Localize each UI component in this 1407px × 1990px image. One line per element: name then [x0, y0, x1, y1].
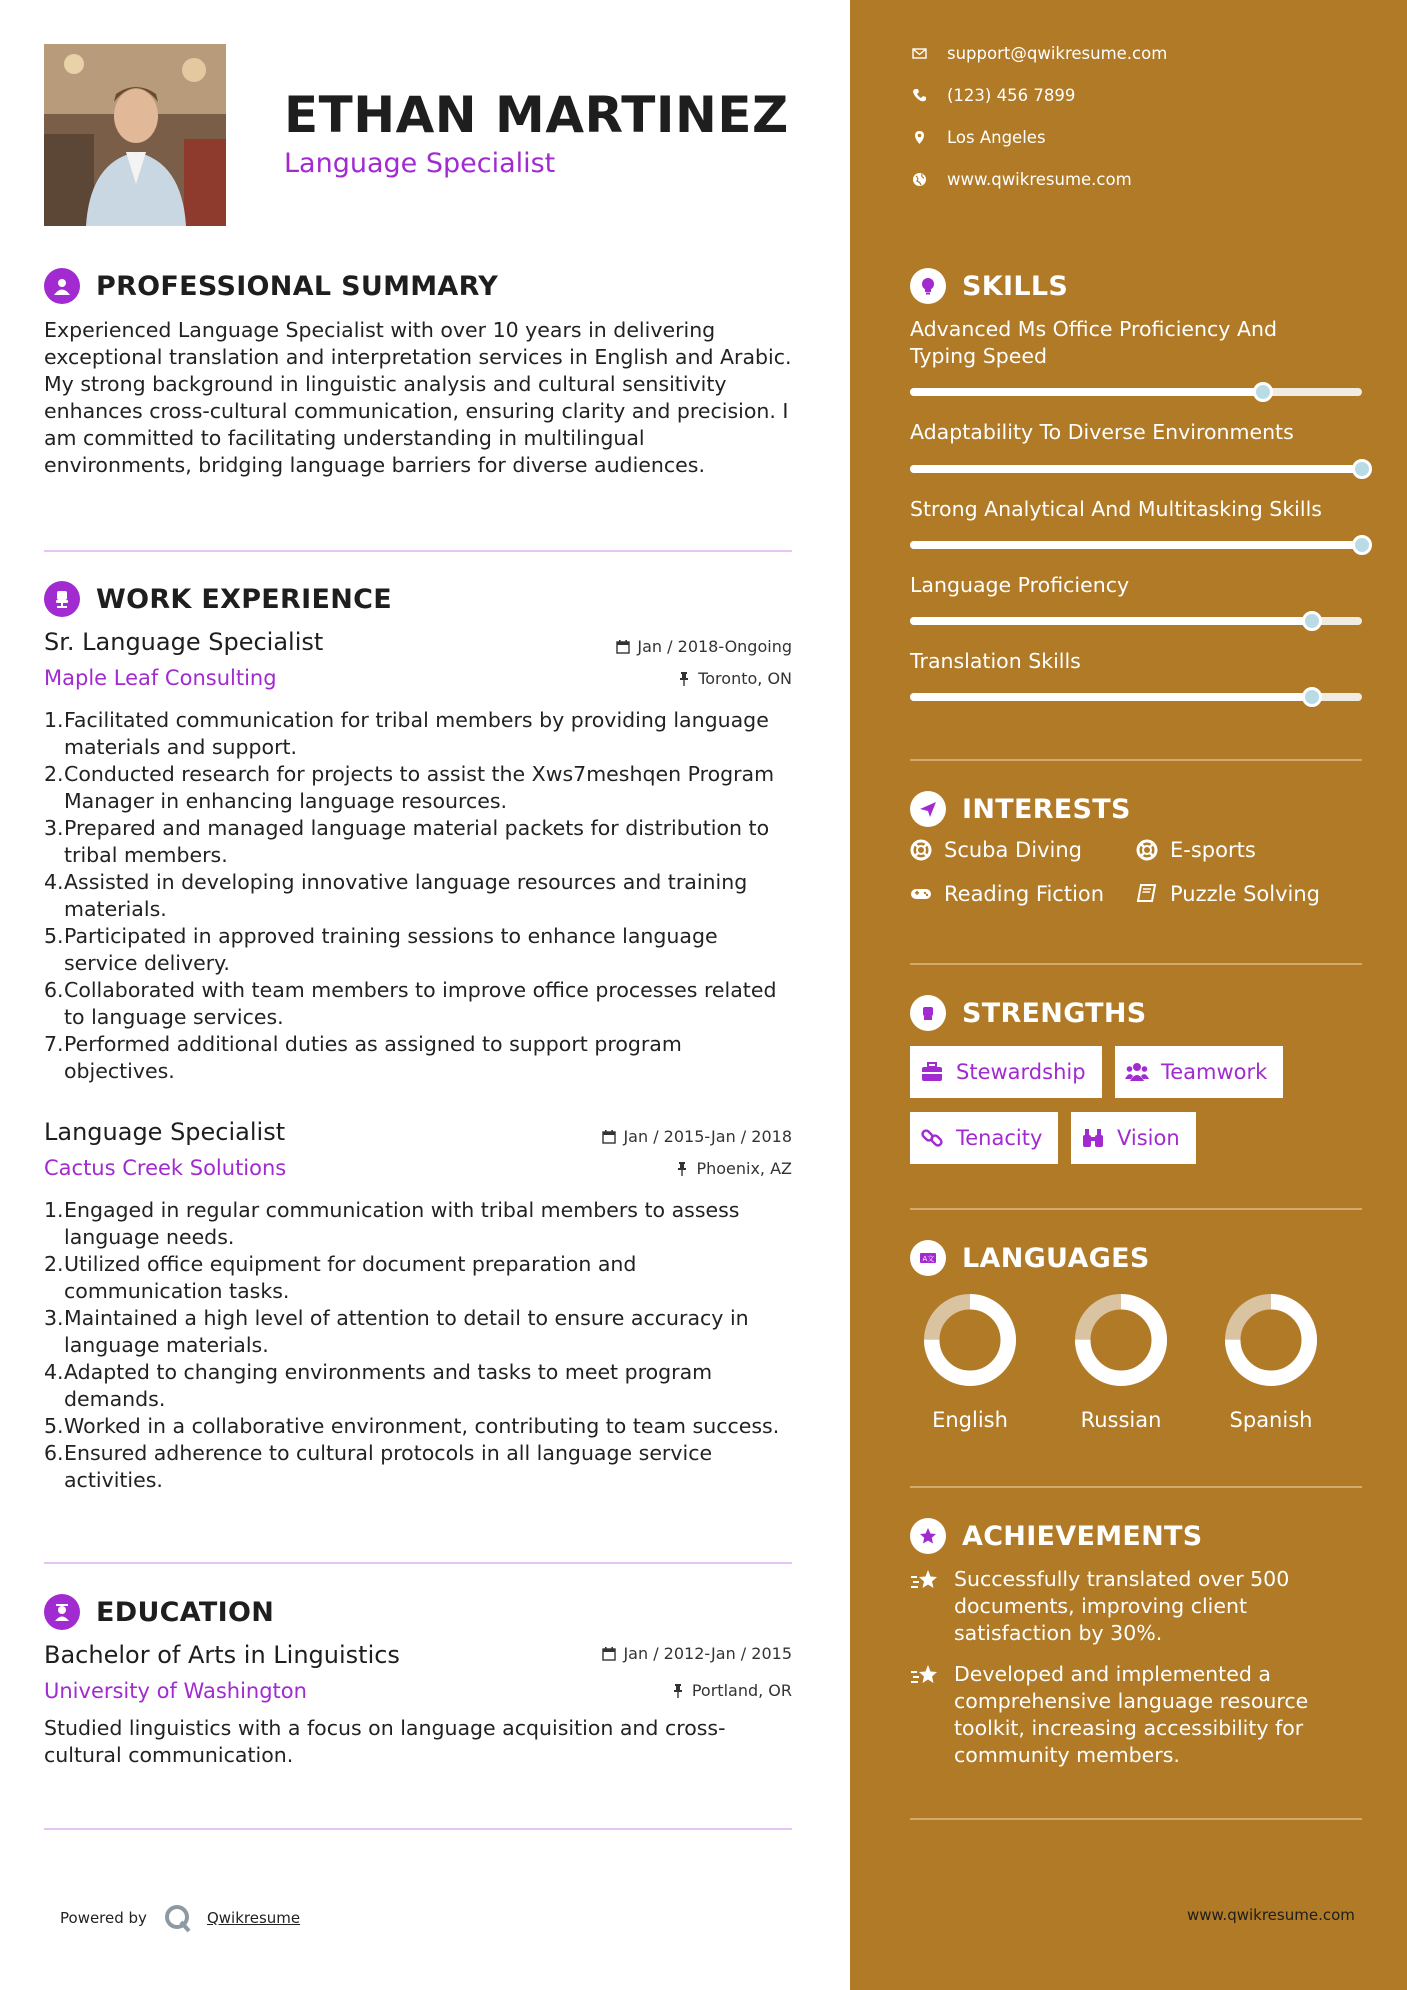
life-ring-icon: [1136, 839, 1158, 861]
education-text: Studied linguistics with a focus on language acquisition and cross-cultural communication.: [44, 1716, 726, 1767]
summary-text: Experienced Language Specialist with over 10 years in delivering exceptional translation and interpretation services in English and Arabic. My strong background in linguistic analysis and cultural sensitivity enhances cross-cultural communication, ensuring clarity and precision. I am committed to facilitating understanding in multilingual environments, bridging language barriers for diverse audiences.: [44, 318, 792, 477]
globe-icon: [912, 172, 927, 187]
skill-bar: [910, 388, 1362, 396]
pin-icon: [671, 1684, 685, 1698]
interest-label: Scuba Diving: [944, 838, 1082, 862]
skill-bar: [910, 541, 1362, 549]
job-title: Sr. Language Specialist: [44, 628, 324, 656]
list-item: Worked in a collaborative environment, contributing to team success.: [64, 1414, 780, 1438]
job-location-text: Phoenix, AZ: [696, 1159, 792, 1178]
languages-title: LANGUAGES: [962, 1242, 1150, 1274]
users-icon: [1125, 1060, 1149, 1084]
calendar-icon: [616, 640, 630, 654]
footer-website[interactable]: www.qwikresume.com: [1187, 1906, 1355, 1924]
education-location-text: Portland, OR: [691, 1681, 792, 1700]
language-name: Spanish: [1229, 1408, 1313, 1432]
skill-bar-fill: [910, 465, 1362, 473]
list-item: Prepared and managed language material packets for distribution to tribal members.: [64, 816, 770, 867]
strength-label: Stewardship: [956, 1060, 1086, 1084]
skill-bar-fill: [910, 693, 1312, 701]
shooting-star-icon: [910, 1568, 940, 1594]
company-name: Maple Leaf Consulting: [44, 666, 277, 690]
calendar-icon: [602, 1130, 616, 1144]
list-item: Collaborated with team members to improve office processes related to language services.: [64, 978, 777, 1029]
shooting-star-icon: [910, 1663, 940, 1689]
interest-item: [1136, 838, 1256, 862]
skill-label: Advanced Ms Office Proficiency And Typing Speed: [910, 317, 1277, 368]
skill-bar: [910, 465, 1362, 473]
list-item: Conducted research for projects to assist the Xws7meshqen Program Manager in enhancing language resources.: [64, 762, 775, 813]
section-divider: [44, 1562, 792, 1564]
pin-icon: [675, 1162, 689, 1176]
strengths-header: [910, 995, 1147, 1031]
language-item: [900, 1292, 1040, 1432]
skill-label: Strong Analytical And Multitasking Skills: [910, 497, 1322, 521]
svg-text:A文: A文: [922, 1255, 935, 1263]
job-location: [677, 669, 792, 688]
summary-header: [44, 268, 498, 304]
graduate-icon: [44, 1594, 80, 1630]
list-item: Adapted to changing environments and tasks to meet program demands.: [64, 1360, 713, 1411]
school-name: University of Washington: [44, 1679, 307, 1703]
contact-website-text: www.qwikresume.com: [947, 170, 1132, 189]
languages-header: [910, 1240, 1150, 1276]
pin-icon: [677, 672, 691, 686]
interests-header: [910, 791, 1131, 827]
education-dates-text: Jan / 2012-Jan / 2015: [623, 1644, 792, 1663]
skill-label: Translation Skills: [910, 649, 1081, 673]
section-divider: [44, 1828, 792, 1830]
achievement-item: [910, 1566, 1350, 1647]
powered-by-label: Powered by: [60, 1909, 147, 1927]
book-icon: [1136, 883, 1158, 905]
list-item: Engaged in regular communication with tribal members to assess language needs.: [64, 1198, 740, 1249]
language-item: [1201, 1292, 1341, 1432]
strength-tag: [910, 1112, 1058, 1164]
degree-title: Bachelor of Arts in Linguistics: [44, 1641, 400, 1669]
link-icon: [920, 1126, 944, 1150]
calendar-icon: [602, 1647, 616, 1661]
job-location-text: Toronto, ON: [698, 669, 792, 688]
language-icon: [910, 1240, 946, 1276]
education-header: [44, 1594, 274, 1630]
summary-title: PROFESSIONAL SUMMARY: [96, 270, 499, 302]
section-divider: [910, 1486, 1362, 1488]
user-icon: [44, 268, 80, 304]
contact-location-text: Los Angeles: [947, 128, 1046, 147]
skill-label: Adaptability To Diverse Environments: [910, 420, 1294, 444]
language-item: [1051, 1292, 1191, 1432]
strength-label: Tenacity: [956, 1126, 1043, 1150]
list-item: Participated in approved training sessions to enhance language service delivery.: [64, 924, 718, 975]
language-ring: [1073, 1292, 1169, 1388]
gamepad-icon: [910, 883, 932, 905]
skill-bar-knob: [1352, 459, 1372, 479]
skill-bar-knob: [1253, 382, 1273, 402]
job-title: Language Specialist: [44, 1118, 286, 1146]
job-dates: [616, 637, 792, 656]
contact-website: [912, 170, 1132, 189]
envelope-icon: [912, 46, 927, 61]
skill-bar-fill: [910, 617, 1312, 625]
skills-header: [910, 268, 1068, 304]
map-marker-icon: [912, 130, 927, 145]
interest-label: Reading Fiction: [944, 882, 1105, 906]
phone-icon: [912, 88, 927, 103]
language-name: Russian: [1080, 1408, 1162, 1432]
achievements-header: [910, 1518, 1203, 1554]
section-divider: [910, 1818, 1362, 1820]
experience-header: [44, 581, 392, 617]
achievement-text: Developed and implemented a comprehensive language resource toolkit, increasing accessibility for community members.: [954, 1662, 1309, 1767]
interest-item: [1136, 882, 1320, 906]
skill-bar-fill: [910, 541, 1362, 549]
qwikresume-logo-icon: [163, 1903, 193, 1933]
strength-label: Teamwork: [1161, 1060, 1268, 1084]
fist-icon: [910, 995, 946, 1031]
job-location: [675, 1159, 792, 1178]
job-duties: [44, 707, 796, 1085]
achievements-title: ACHIEVEMENTS: [962, 1520, 1203, 1552]
company-name: Cactus Creek Solutions: [44, 1156, 287, 1180]
list-item: Facilitated communication for tribal members by providing language materials and support.: [64, 708, 769, 759]
list-item: Ensured adherence to cultural protocols in all language service activities.: [64, 1441, 713, 1492]
section-divider: [910, 759, 1362, 761]
paper-plane-icon: [910, 791, 946, 827]
job-dates-text: Jan / 2018-Ongoing: [637, 637, 792, 656]
life-ring-icon: [910, 839, 932, 861]
candidate-name: ETHAN MARTINEZ: [284, 86, 789, 144]
job-duties: [44, 1197, 796, 1494]
list-item: Utilized office equipment for document preparation and communication tasks.: [64, 1252, 637, 1303]
interests-title: INTERESTS: [962, 793, 1131, 825]
list-item: Assisted in developing innovative language resources and training materials.: [64, 870, 748, 921]
job-dates-text: Jan / 2015-Jan / 2018: [623, 1127, 792, 1146]
office-chair-icon: [44, 581, 80, 617]
experience-title: WORK EXPERIENCE: [96, 583, 392, 615]
language-name: English: [932, 1408, 1008, 1432]
skill-bar: [910, 693, 1362, 701]
strength-tag: [1115, 1046, 1283, 1098]
contact-phone-text: (123) 456 7899: [947, 86, 1076, 105]
achievement-item: [910, 1661, 1350, 1769]
briefcase-icon: [920, 1060, 944, 1084]
skill-label: Language Proficiency: [910, 573, 1130, 597]
language-ring: [922, 1292, 1018, 1388]
education-title: EDUCATION: [96, 1596, 275, 1628]
interest-label: Puzzle Solving: [1170, 882, 1320, 906]
strength-tag: [1071, 1112, 1196, 1164]
binoculars-icon: [1081, 1126, 1105, 1150]
achievement-text: Successfully translated over 500 documents, improving client satisfaction by 30%.: [954, 1567, 1290, 1645]
contact-phone: [912, 86, 1075, 105]
contact-email: [912, 44, 1167, 63]
section-divider: [44, 550, 792, 552]
strength-label: Vision: [1117, 1126, 1180, 1150]
contact-email-text: support@qwikresume.com: [947, 44, 1168, 63]
skills-title: SKILLS: [962, 270, 1069, 302]
powered-by: [60, 1903, 300, 1933]
section-divider: [910, 1208, 1362, 1210]
list-item: Performed additional duties as assigned to support program objectives.: [64, 1032, 682, 1083]
candidate-role: Language Specialist: [284, 148, 556, 179]
job-dates: [602, 1127, 792, 1146]
skill-bar-knob: [1352, 535, 1372, 555]
list-item: Maintained a high level of attention to detail to ensure accuracy in language materials.: [64, 1306, 749, 1357]
language-ring: [1223, 1292, 1319, 1388]
section-divider: [910, 963, 1362, 965]
interest-item: [910, 838, 1082, 862]
strength-tag: [910, 1046, 1102, 1098]
education-dates: [602, 1644, 792, 1663]
profile-photo: [44, 44, 226, 226]
skill-bar: [910, 617, 1362, 625]
interest-label: E-sports: [1170, 838, 1256, 862]
skill-bar-fill: [910, 388, 1263, 396]
qwikresume-link[interactable]: Qwikresume: [206, 1909, 301, 1927]
education-location: [671, 1681, 792, 1700]
contact-location: [912, 128, 1046, 147]
lightbulb-icon: [910, 268, 946, 304]
strengths-title: STRENGTHS: [962, 997, 1147, 1029]
interest-item: [910, 882, 1104, 906]
star-badge-icon: [910, 1518, 946, 1554]
